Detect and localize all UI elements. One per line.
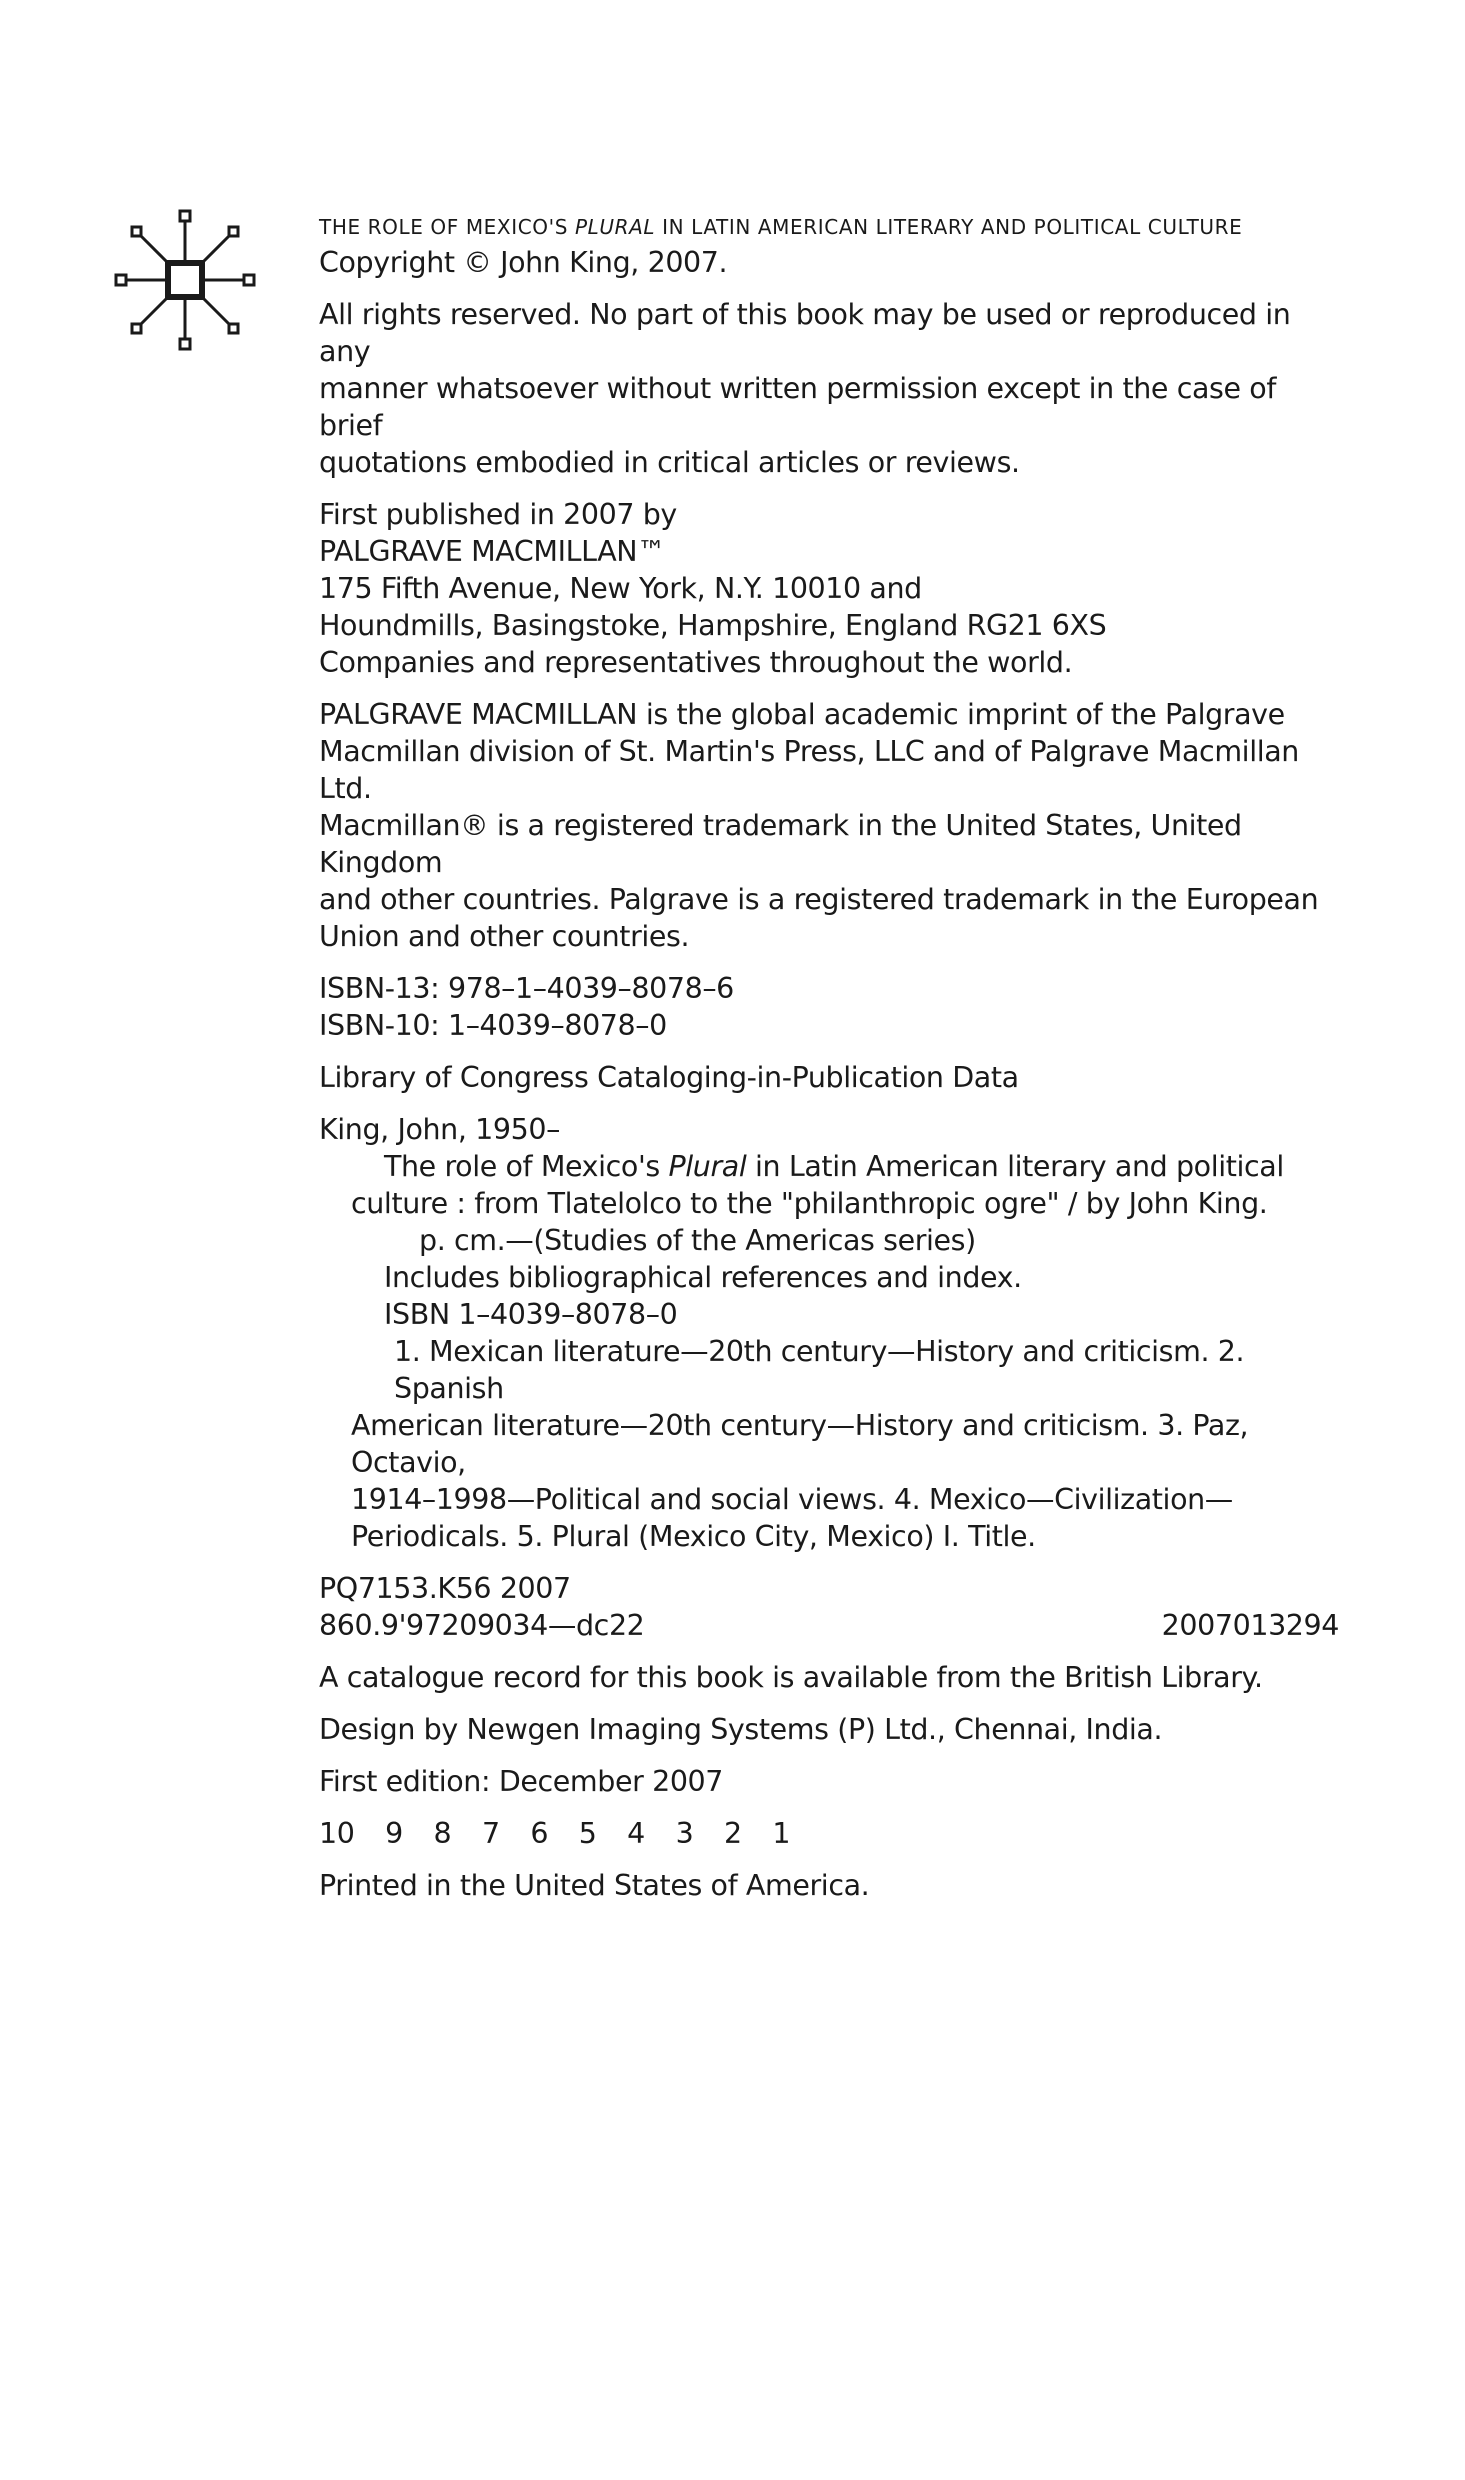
publisher-block: First published in 2007 by PALGRAVE MACMILLAN™ 175 Fifth Avenue, New York, N.Y. 10010 and Houndmills, Basingstoke, Hampshire, England RG21 6XS Companies and representatives throughout the world.	[319, 498, 1107, 679]
cip-heading: Library of Congress Cataloging-in-Publication Data	[319, 1061, 1019, 1094]
cip-author: King, John, 1950–	[319, 1113, 560, 1146]
printed-in-note: Printed in the United States of America.	[319, 1869, 870, 1902]
imprint-statement: PALGRAVE MACMILLAN is the global academic imprint of the Palgrave Macmillan division of St. Martin's Press, LLC and of Palgrave Macmillan Ltd. Macmillan® is a registered trademark in the United States, United Kingdom and other countries. Palgrave is a registered trademark in the European Union and other countries.	[319, 698, 1319, 953]
cip-isbn: ISBN 1–4039–8078–0	[384, 1298, 678, 1331]
isbn-block: ISBN-13: 978–1–4039–8078–6 ISBN-10: 1–4039–8078–0	[319, 972, 734, 1042]
copyright-notice: Copyright © John King, 2007.	[319, 246, 728, 279]
design-credit: Design by Newgen Imaging Systems (P) Ltd., Chennai, India.	[319, 1713, 1163, 1746]
printer-key: 10 9 8 7 6 5 4 3 2 1	[319, 1817, 791, 1850]
publisher-logo-icon	[110, 205, 260, 355]
book-title-line: THE ROLE OF MEXICO'S PLURAL IN LATIN AMERICAN LITERARY AND POLITICAL CULTURE	[319, 215, 1243, 239]
lc-call-number: PQ7153.K56 2007	[319, 1572, 571, 1605]
cip-subjects: 1. Mexican literature—20th century—History and criticism. 2. Spanish	[394, 1335, 1245, 1405]
cip-physical: p. cm.—(Studies of the Americas series)	[419, 1224, 976, 1257]
rights-statement: All rights reserved. No part of this book may be used or reproduced in any manner whatsoever without written permission except in the case of brief quotations embodied in critical articles or reviews.	[319, 298, 1291, 479]
cip-bibliography: Includes bibliographical references and index.	[384, 1261, 1022, 1294]
classification-block	[319, 1570, 1339, 1644]
copyright-page	[319, 214, 1339, 1919]
british-library-note: A catalogue record for this book is available from the British Library.	[319, 1661, 1263, 1694]
dewey-number: 860.9'97209034—dc22	[319, 1609, 645, 1642]
cip-record: King, John, 1950– The role of Mexico's Plural in Latin American literary and political culture : from Tlatelolco to the "philanthropic ogre" / by John King. p. cm.—(Studies of the Americas series) Includes bibliographical references and index. ISBN 1–4039–8078–0 1. Mexican literature—20th century—History and criticism. 2. Spanish American literature—20th century—History and criticism. 3. Paz, Octavio, 1914–1998—Political and social views. 4. Mexico—Civilization— Periodicals. 5. Plural (Mexico City, Mexico) I. Title.	[319, 1111, 1339, 1555]
edition-note: First edition: December 2007	[319, 1765, 724, 1798]
cip-title: The role of Mexico's Plural in Latin American literary and political	[384, 1150, 1284, 1183]
lccn-number: 2007013294	[1161, 1609, 1339, 1642]
